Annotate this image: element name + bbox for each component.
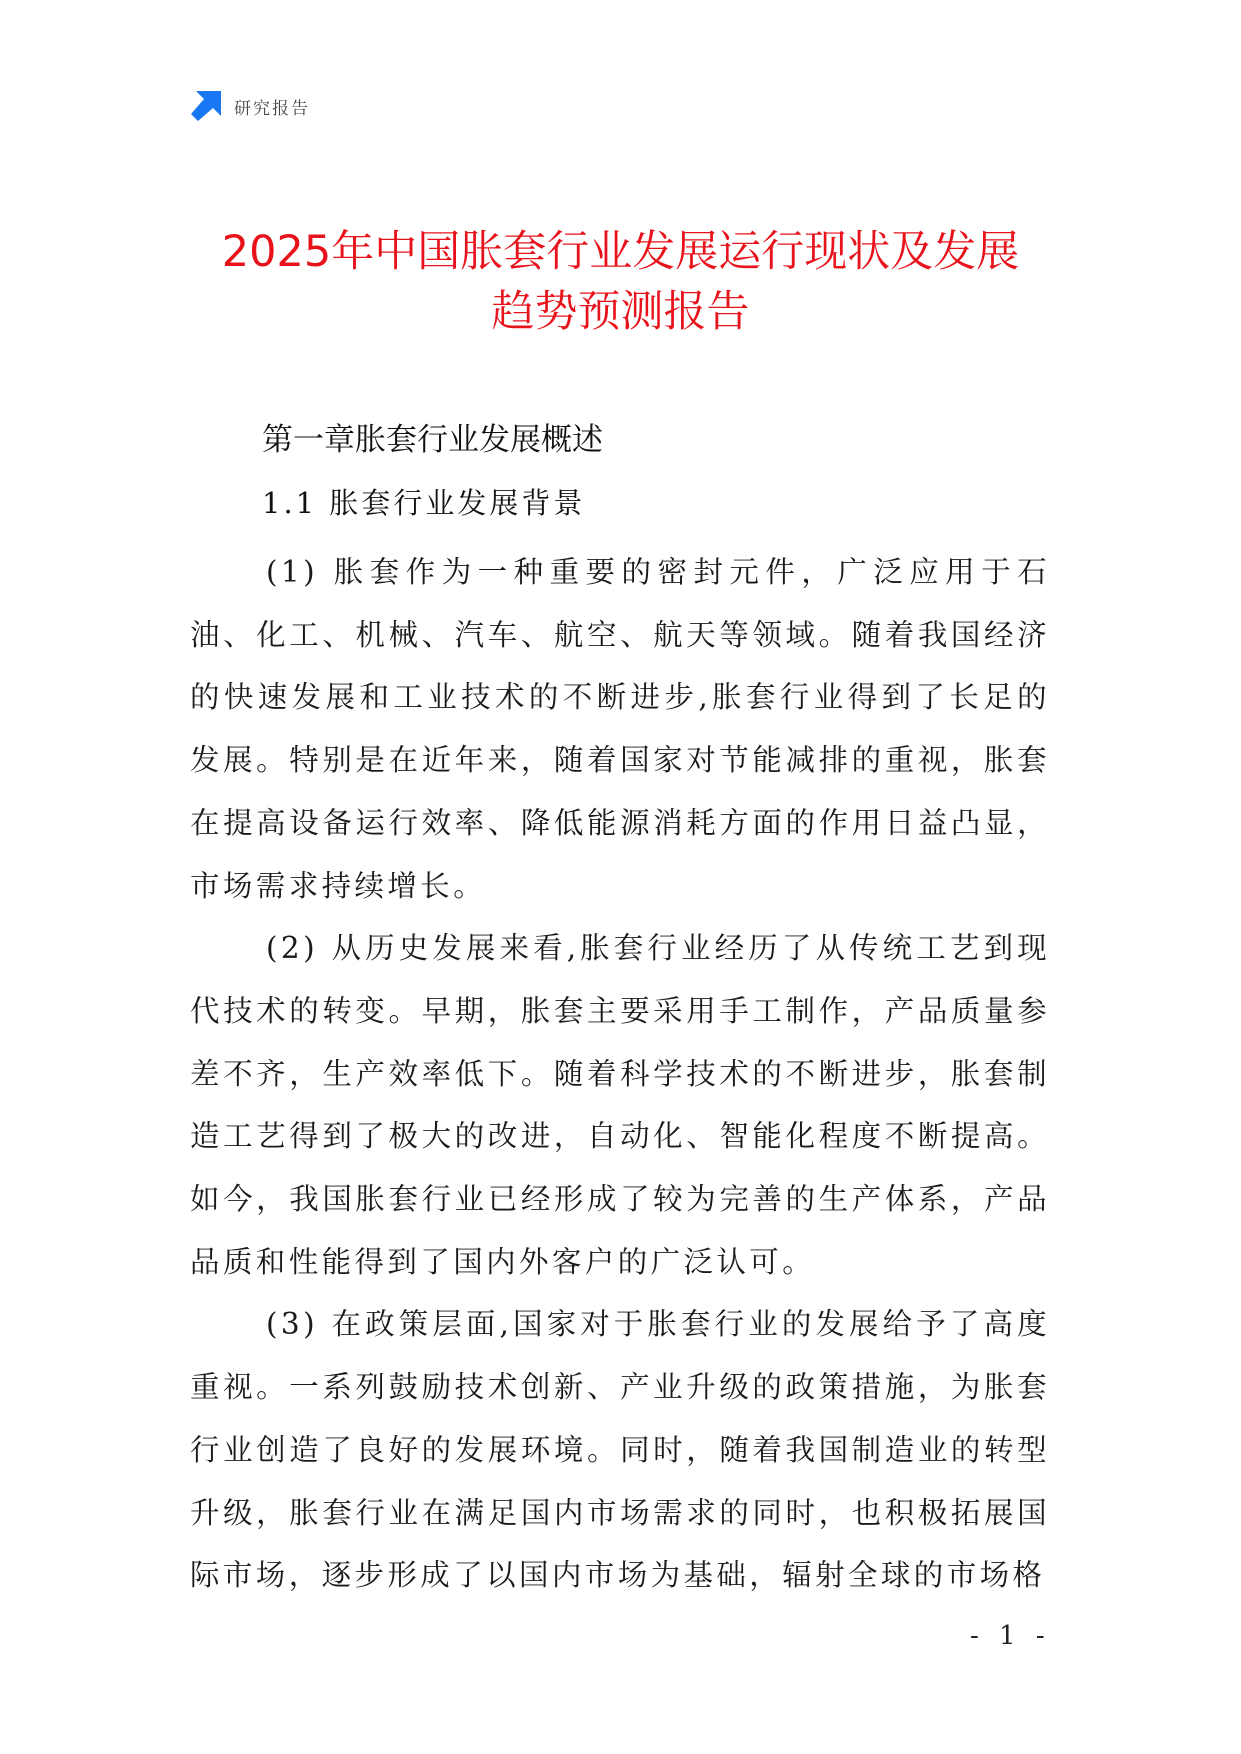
page-number: - 1 - — [970, 1621, 1051, 1651]
section-heading: 1.1 胀套行业发展背景 — [262, 486, 586, 520]
title-line-1: 2025年中国胀套行业发展运行现状及发展 — [221, 227, 1020, 277]
document-title — [180, 222, 1061, 342]
arrow-up-right-icon — [190, 90, 222, 122]
chapter-heading: 第一章胀套行业发展概述 — [262, 422, 603, 458]
paragraph-2: (2) 从历史发展来看,胀套行业经历了从传统工艺到现代技术的转变。早期，胀套主要采用手工制作，产品质量参差不齐，生产效率低下。随着科学技术的不断进步，胀套制造工艺得到了极大的改进，自动化、智能化程度不断提高。如今，我国胀套行业已经形成了较为完善的生产体系，产品品质和性能得到了国内外客户的广泛认可。 — [190, 931, 1050, 1279]
report-header — [190, 90, 310, 122]
paragraph-1: (1) 胀套作为一种重要的密封元件，广泛应用于石油、化工、机械、汽车、航空、航天等领域。随着我国经济的快速发展和工业技术的不断进步,胀套行业得到了长足的发展。特别是在近年来，随着国家对节能减排的重视，胀套在提高设备运行效率、降低能源消耗方面的作用日益凸显，市场需求持续增长。 — [190, 555, 1050, 903]
header-label: 研究报告 — [234, 98, 310, 119]
title-line-2: 趋势预测报告 — [491, 287, 750, 337]
paragraph-3: (3) 在政策层面,国家对于胀套行业的发展给予了高度重视。一系列鼓励技术创新、产业升级的政策措施，为胀套行业创造了良好的发展环境。同时，随着我国制造业的转型升级，胀套行业在满足国内市场需求的同时，也积极拓展国际市场，逐步形成了以国内市场为基础，辐射全球的市场格 — [190, 1307, 1050, 1593]
body-text — [190, 541, 1050, 1607]
